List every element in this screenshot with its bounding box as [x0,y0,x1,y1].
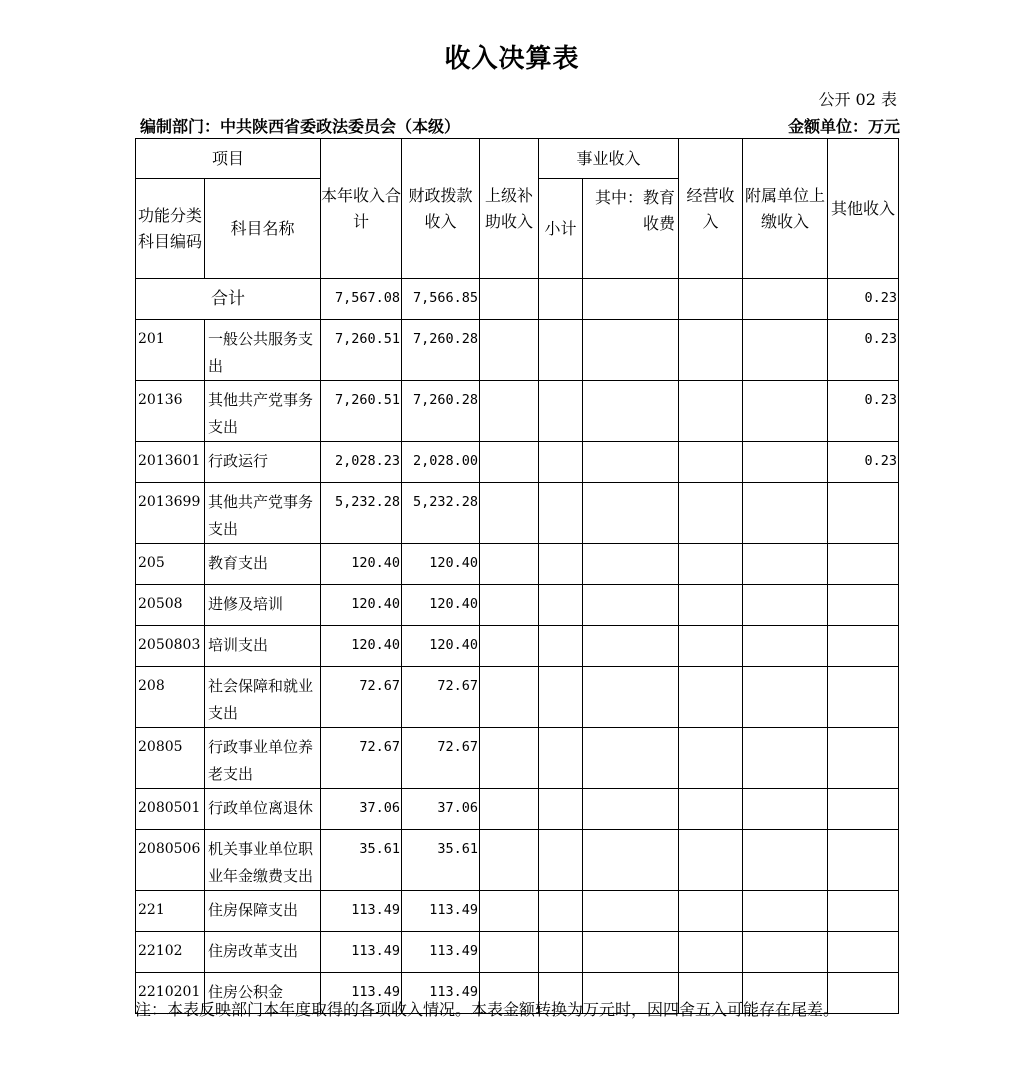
row-fiscal: 2,028.00 [402,442,480,483]
row-education [583,830,679,891]
row-code: 201 [136,320,205,381]
row-code: 2013601 [136,442,205,483]
row-fiscal: 72.67 [402,667,480,728]
row-other [828,483,899,544]
header-total: 本年收入合计 [321,139,402,279]
total-row-affiliated [743,279,828,320]
row-affiliated [743,483,828,544]
row-affiliated [743,667,828,728]
row-subtotal [539,381,583,442]
row-superior [480,728,539,789]
form-number: 公开 02 表 [818,90,897,109]
row-other [828,932,899,973]
row-name: 其他共产党事务支出 [205,381,321,442]
row-name: 行政运行 [205,442,321,483]
row-operating [679,585,743,626]
row-superior [480,442,539,483]
row-affiliated [743,585,828,626]
table-row [136,789,899,830]
row-subtotal [539,830,583,891]
row-education [583,932,679,973]
row-total: 37.06 [321,789,402,830]
row-education [583,544,679,585]
department-label: 编制部门：中共陕西省委政法委员会（本级） [140,117,461,136]
row-education [583,483,679,544]
row-total: 35.61 [321,830,402,891]
row-operating [679,830,743,891]
table-row [136,381,899,442]
row-other [828,789,899,830]
row-other [828,585,899,626]
row-name: 教育支出 [205,544,321,585]
header-subtotal: 小计 [539,179,583,279]
row-code: 2080501 [136,789,205,830]
row-name: 培训支出 [205,626,321,667]
income-table [135,138,899,1014]
row-operating [679,932,743,973]
row-affiliated [743,891,828,932]
header-subject-name: 科目名称 [205,179,321,279]
row-fiscal: 35.61 [402,830,480,891]
row-total: 5,232.28 [321,483,402,544]
row-name: 其他共产党事务支出 [205,483,321,544]
row-subtotal [539,789,583,830]
row-education [583,626,679,667]
row-subtotal [539,626,583,667]
row-total: 120.40 [321,585,402,626]
row-subtotal [539,544,583,585]
page-title: 收入决算表 [444,44,580,74]
table-row [136,544,899,585]
row-operating [679,442,743,483]
row-affiliated [743,381,828,442]
row-name: 社会保障和就业支出 [205,667,321,728]
table-row [136,667,899,728]
row-other [828,544,899,585]
row-code: 2050803 [136,626,205,667]
row-other: 0.23 [828,320,899,381]
row-name: 住房改革支出 [205,932,321,973]
row-subtotal [539,320,583,381]
row-superior [480,830,539,891]
row-operating [679,320,743,381]
row-superior [480,544,539,585]
row-name: 住房公积金 [205,973,321,1014]
row-code: 221 [136,891,205,932]
header-other: 其他收入 [828,139,899,279]
header-career: 事业收入 [539,139,679,179]
row-subtotal [539,728,583,789]
row-fiscal: 120.40 [402,544,480,585]
row-affiliated [743,728,828,789]
row-code: 20508 [136,585,205,626]
row-code: 20136 [136,381,205,442]
row-affiliated [743,320,828,381]
row-code: 208 [136,667,205,728]
table-row [136,728,899,789]
row-superior [480,789,539,830]
row-total: 72.67 [321,667,402,728]
table-row [136,626,899,667]
row-superior [480,320,539,381]
row-education [583,667,679,728]
row-total: 120.40 [321,544,402,585]
row-subtotal [539,932,583,973]
table-row [136,830,899,891]
row-total: 7,260.51 [321,381,402,442]
row-fiscal: 72.67 [402,728,480,789]
total-row-other: 0.23 [828,279,899,320]
row-other [828,891,899,932]
row-name: 机关事业单位职业年金缴费支出 [205,830,321,891]
header-fiscal: 财政拨款收入 [402,139,480,279]
row-education [583,320,679,381]
header-superior: 上级补助收入 [480,139,539,279]
row-other [828,830,899,891]
row-affiliated [743,626,828,667]
row-total: 72.67 [321,728,402,789]
row-operating [679,789,743,830]
row-fiscal: 7,260.28 [402,320,480,381]
row-other: 0.23 [828,442,899,483]
row-operating [679,667,743,728]
total-row-superior [480,279,539,320]
row-code: 2210201 [136,973,205,1014]
row-affiliated [743,932,828,973]
row-operating [679,626,743,667]
table-row [136,585,899,626]
row-education [583,789,679,830]
row-other [828,626,899,667]
table-row [136,891,899,932]
amount-unit-label: 金额单位：万元 [787,117,900,136]
table-note: 注：本表反映部门本年度取得的各项收入情况。本表金额转换为万元时，因四舍五入可能存在尾差。 [135,1000,840,1019]
row-name: 一般公共服务支出 [205,320,321,381]
row-superior [480,932,539,973]
row-fiscal: 7,260.28 [402,381,480,442]
row-name: 进修及培训 [205,585,321,626]
header-item: 项目 [136,139,321,179]
row-education [583,728,679,789]
row-fiscal: 5,232.28 [402,483,480,544]
row-subtotal [539,891,583,932]
row-subtotal [539,585,583,626]
header-func-code: 功能分类科目编码 [136,179,205,279]
row-other [828,667,899,728]
total-row-education [583,279,679,320]
row-code: 2080506 [136,830,205,891]
row-subtotal [539,442,583,483]
row-subtotal [539,483,583,544]
row-code: 22102 [136,932,205,973]
row-subtotal [539,667,583,728]
row-other [828,728,899,789]
table-row [136,932,899,973]
row-operating [679,544,743,585]
total-row-total: 7,567.08 [321,279,402,320]
row-superior [480,585,539,626]
row-fiscal: 113.49 [402,973,480,1014]
total-row-operating [679,279,743,320]
row-fiscal: 113.49 [402,891,480,932]
row-superior [480,626,539,667]
row-superior [480,891,539,932]
row-education [583,442,679,483]
row-name: 行政单位离退休 [205,789,321,830]
row-operating [679,483,743,544]
row-total: 113.49 [321,891,402,932]
row-total: 113.49 [321,973,402,1014]
total-row-subtotal [539,279,583,320]
row-fiscal: 120.40 [402,585,480,626]
row-fiscal: 37.06 [402,789,480,830]
row-affiliated [743,544,828,585]
row-affiliated [743,789,828,830]
total-row-label: 合计 [136,279,321,320]
row-other: 0.23 [828,381,899,442]
row-education [583,381,679,442]
row-fiscal: 113.49 [402,932,480,973]
row-fiscal: 120.40 [402,626,480,667]
row-superior [480,381,539,442]
row-name: 行政事业单位养老支出 [205,728,321,789]
header-operating: 经营收入 [679,139,743,279]
row-code: 205 [136,544,205,585]
row-education [583,585,679,626]
row-affiliated [743,442,828,483]
row-code: 20805 [136,728,205,789]
row-education [583,891,679,932]
total-row-fiscal: 7,566.85 [402,279,480,320]
row-total: 7,260.51 [321,320,402,381]
table-row [136,320,899,381]
table-row [136,442,899,483]
row-code: 2013699 [136,483,205,544]
header-affiliated: 附属单位上缴收入 [743,139,828,279]
row-affiliated [743,830,828,891]
row-superior [480,483,539,544]
row-operating [679,728,743,789]
table-row [136,483,899,544]
row-total: 120.40 [321,626,402,667]
row-total: 2,028.23 [321,442,402,483]
header-education: 其中：教育收费 [583,179,679,279]
row-superior [480,667,539,728]
row-operating [679,381,743,442]
row-total: 113.49 [321,932,402,973]
row-operating [679,891,743,932]
row-name: 住房保障支出 [205,891,321,932]
